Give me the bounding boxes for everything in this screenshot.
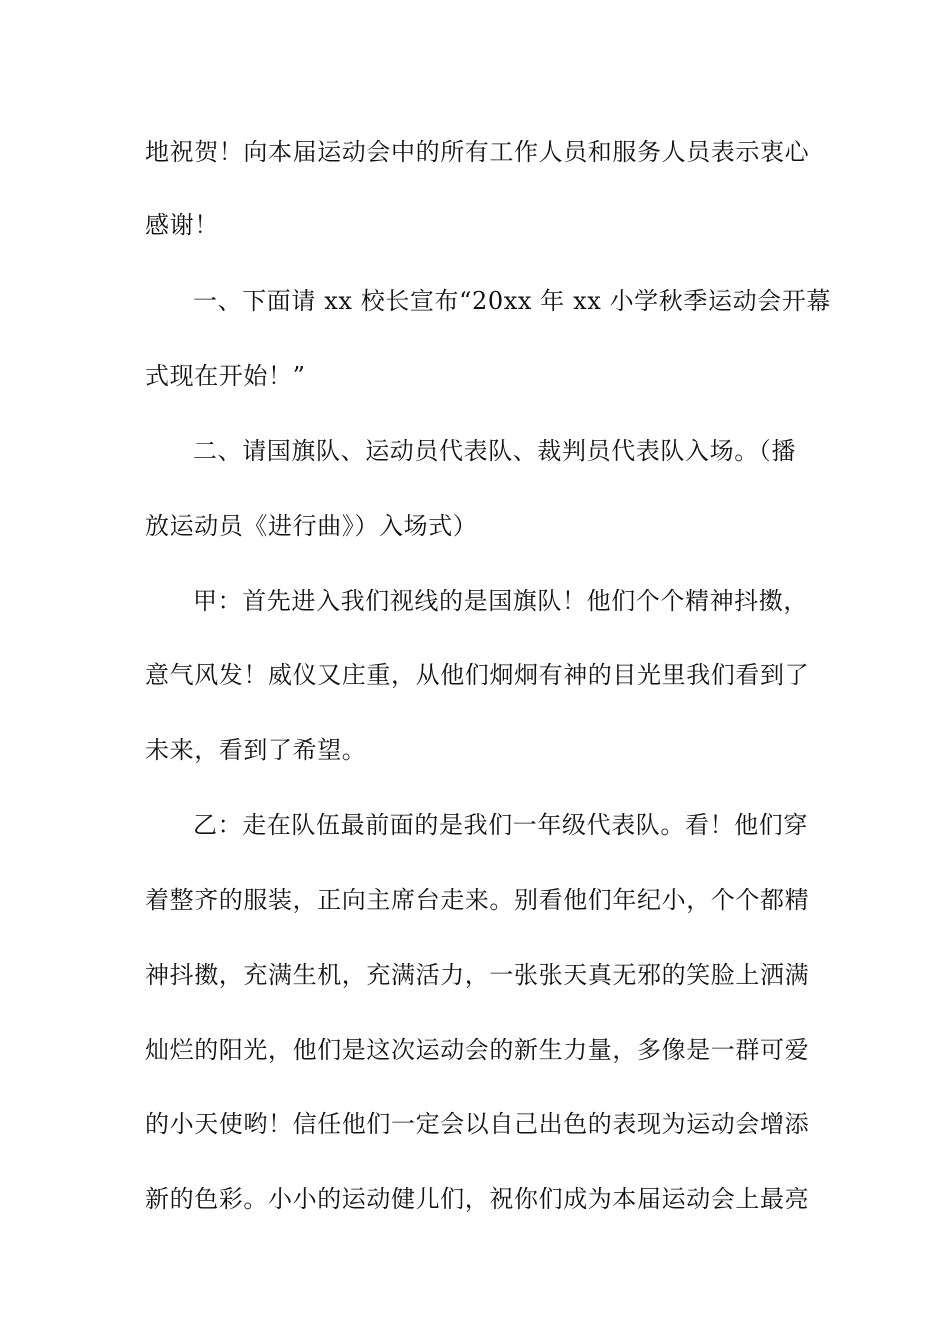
- paragraph-line: 式现在开始！”: [145, 362, 306, 390]
- paragraph-line: 二、请国旗队、运动员代表队、裁判员代表队入场。（播: [193, 437, 796, 465]
- paragraph-line: 未来，看到了希望。: [145, 736, 367, 764]
- paragraph-line: 感谢！: [145, 211, 219, 239]
- paragraph-line: 新的色彩。小小的运动健儿们，祝你们成为本届运动会上最亮: [145, 1185, 810, 1213]
- paragraph-line: 神抖擞，充满生机，充满活力，一张张天真无邪的笑脸上洒满: [145, 961, 810, 989]
- paragraph-line: 意气风发！威仪又庄重，从他们炯炯有神的目光里我们看到了: [145, 661, 810, 689]
- paragraph-line: 乙：走在队伍最前面的是我们一年级代表队。看！他们穿: [193, 811, 808, 839]
- paragraph-line: 放运动员《进行曲》）入场式）: [145, 512, 478, 540]
- paragraph-line: 着整齐的服装，正向主席台走来。别看他们年纪小，个个都精: [145, 886, 810, 914]
- paragraph-line: 的小天使哟！信任他们一定会以自己出色的表现为运动会增添: [145, 1110, 810, 1138]
- paragraph-line: 地祝贺！向本届运动会中的所有工作人员和服务人员表示衷心: [145, 138, 810, 166]
- paragraph-line: 灿烂的阳光，他们是这次运动会的新生力量，多像是一群可爱: [145, 1036, 810, 1064]
- paragraph-line: 一、下面请 xx 校长宣布“20xx 年 xx 小学秋季运动会开幕: [193, 287, 831, 315]
- paragraph-line: 甲：首先进入我们视线的是国旗队！他们个个精神抖擞，: [193, 587, 808, 615]
